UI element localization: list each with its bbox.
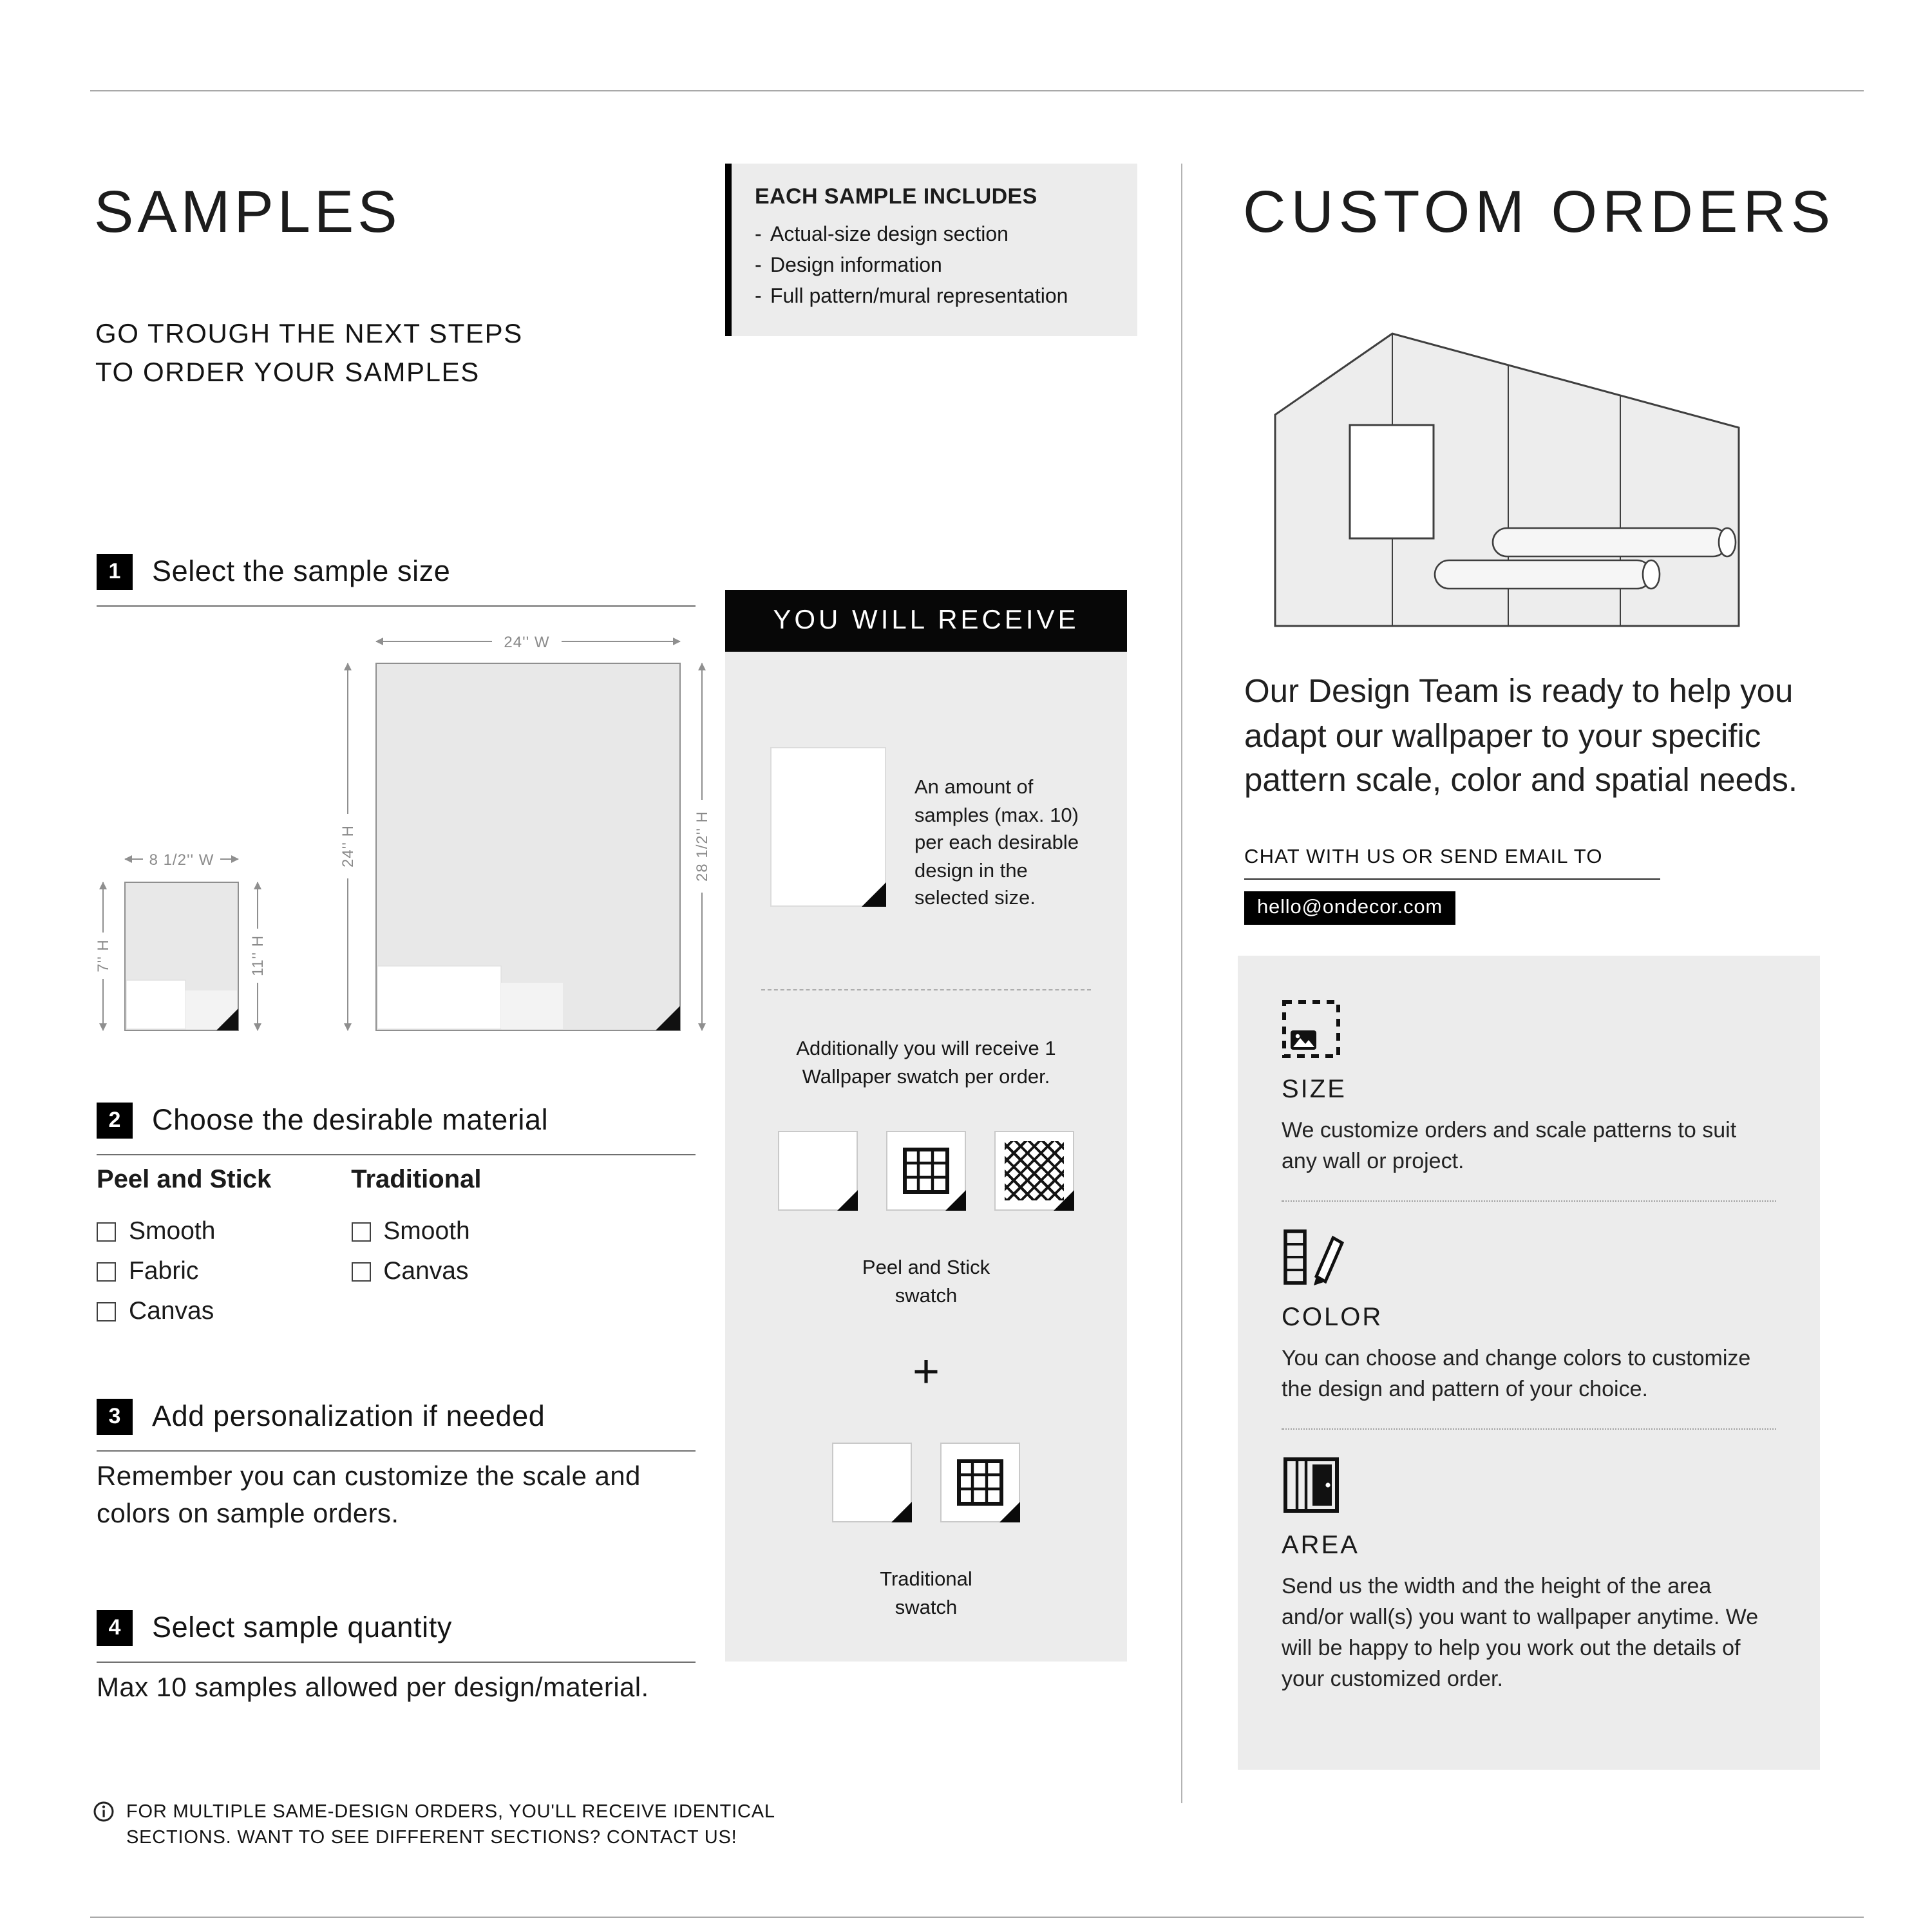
checkbox[interactable] xyxy=(97,1302,116,1321)
material-option: Smooth xyxy=(351,1212,481,1252)
step-4-label: Select sample quantity xyxy=(152,1611,452,1643)
feature-area xyxy=(1282,1455,1776,1695)
fold-corner-icon xyxy=(891,1502,912,1522)
top-divider xyxy=(90,90,1864,91)
dashed-divider xyxy=(761,989,1091,990)
personalization-note: Remember you can customize the scale and colors on sample orders. xyxy=(97,1462,641,1529)
quantity-note: Max 10 samples allowed per design/material. xyxy=(97,1673,649,1703)
step-1-badge: 1 xyxy=(97,554,133,590)
you-will-receive-header: YOU WILL RECEIVE xyxy=(725,590,1127,652)
custom-orders-title: CUSTOM ORDERS xyxy=(1243,177,1836,245)
bottom-divider xyxy=(90,1917,1864,1918)
step-3-header xyxy=(97,1399,696,1452)
material-group-traditional xyxy=(351,1166,481,1332)
samples-intro xyxy=(95,316,523,393)
samples-amount-text: An amount of samples (max. 10) per each desirable design in the selected size. xyxy=(914,777,1079,909)
checkbox[interactable] xyxy=(97,1222,116,1242)
fold-corner-icon xyxy=(862,882,886,907)
feature-text: You can choose and change colors to customize the design and pattern of your choice. xyxy=(1282,1346,1751,1401)
step-2-header xyxy=(97,1103,696,1155)
peel-swatch-label: Peel and Stick swatch xyxy=(862,1257,990,1307)
material-group-title: Peel and Stick xyxy=(97,1166,272,1194)
large-width-label: 24'' W xyxy=(504,634,550,651)
includes-title: EACH SAMPLE INCLUDES xyxy=(755,184,1037,209)
feature-text: We customize orders and scale patterns to suit any wall or project. xyxy=(1282,1118,1737,1173)
sample-size-diagram xyxy=(90,616,734,1054)
plus-sign: + xyxy=(912,1345,940,1397)
email-badge[interactable]: hello@ondecor.com xyxy=(1244,891,1455,925)
step-4-badge: 4 xyxy=(97,1610,133,1646)
feature-title: SIZE xyxy=(1282,1075,1347,1104)
step-1-label: Select the sample size xyxy=(152,555,451,587)
info-icon xyxy=(93,1801,115,1851)
step-3-badge: 3 xyxy=(97,1399,133,1435)
grid-swatch-icon xyxy=(886,1131,966,1211)
color-icon xyxy=(1282,1227,1776,1289)
column-divider xyxy=(1181,164,1182,1803)
intro-line: GO TROUGH THE NEXT STEPS xyxy=(95,319,523,349)
step-2-label: Choose the desirable material xyxy=(152,1104,549,1136)
custom-orders-intro: Our Design Team is ready to help you adapt our wallpaper to your specific pattern scale, color and spatial needs. xyxy=(1244,674,1798,799)
feature-title: COLOR xyxy=(1282,1303,1383,1332)
crosshatch-swatch-icon xyxy=(994,1131,1074,1211)
custom-features-panel xyxy=(1238,956,1820,1770)
checkbox[interactable] xyxy=(351,1262,370,1282)
includes-item: - Full pattern/mural representation xyxy=(755,286,1068,308)
material-group-title: Traditional xyxy=(351,1166,482,1194)
checkbox[interactable] xyxy=(97,1262,116,1282)
each-sample-includes-box xyxy=(725,164,1137,336)
step-1-header xyxy=(97,554,696,607)
checkbox[interactable] xyxy=(351,1222,370,1242)
wallpaper-wall-illustration xyxy=(1270,325,1747,634)
material-option: Fabric xyxy=(97,1252,271,1292)
size-icon xyxy=(1282,999,1776,1061)
peel-and-stick-swatches xyxy=(725,1131,1127,1211)
includes-item: - Design information xyxy=(755,255,942,277)
plain-swatch-icon xyxy=(778,1131,858,1211)
feature-size xyxy=(1282,999,1776,1177)
wall-frame xyxy=(1350,425,1434,538)
footnote xyxy=(93,1799,777,1851)
you-will-receive-panel xyxy=(725,652,1127,1662)
small-width-label: 8 1/2'' W xyxy=(149,851,214,869)
step-3-label: Add personalization if needed xyxy=(152,1400,545,1432)
material-group-peel-and-stick xyxy=(97,1166,271,1332)
material-options xyxy=(97,1166,482,1332)
wallpaper-roll xyxy=(1493,528,1727,556)
step-2-badge: 2 xyxy=(97,1103,133,1139)
dotted-divider xyxy=(1282,1428,1776,1430)
grid-swatch-icon xyxy=(940,1443,1020,1522)
fold-corner-icon xyxy=(837,1190,858,1211)
large-height-right-label: 28 1/2'' H xyxy=(694,811,711,882)
feature-color xyxy=(1282,1227,1776,1405)
area-icon xyxy=(1282,1455,1776,1517)
wallpaper-roll xyxy=(1435,560,1651,589)
footnote-text: FOR MULTIPLE SAME-DESIGN ORDERS, YOU'LL RECEIVE IDENTICAL SECTIONS. WANT TO SEE DIFFERENT SECTIONS? CONTACT US! xyxy=(126,1802,775,1848)
step-4-header xyxy=(97,1610,696,1663)
additional-swatch-text: Additionally you will receive 1 Wallpaper swatch per order. xyxy=(796,1038,1056,1088)
small-height-right-label: 11'' H xyxy=(249,934,267,977)
feature-title: AREA xyxy=(1282,1531,1359,1560)
material-option: Canvas xyxy=(351,1252,481,1292)
traditional-swatch-label: Traditional swatch xyxy=(880,1569,972,1619)
feature-text: Send us the width and the height of the area and/or wall(s) you want to wallpaper anytime. We will be happy to help you work out the details of your customized order. xyxy=(1282,1574,1759,1691)
samples-title: SAMPLES xyxy=(94,177,401,245)
contact-label: CHAT WITH US OR SEND EMAIL TO xyxy=(1244,846,1661,880)
traditional-swatches xyxy=(725,1443,1127,1522)
material-option: Smooth xyxy=(97,1212,271,1252)
material-option: Canvas xyxy=(97,1292,271,1332)
large-height-left-label: 24'' H xyxy=(339,825,357,867)
dotted-divider xyxy=(1282,1200,1776,1202)
plain-swatch-icon xyxy=(832,1443,912,1522)
sample-sheet-icon xyxy=(770,747,886,907)
includes-item: - Actual-size design section xyxy=(755,224,1009,246)
intro-line: TO ORDER YOUR SAMPLES xyxy=(95,358,480,388)
small-height-left-label: 7'' H xyxy=(95,939,112,972)
crosshatch-pattern xyxy=(1005,1141,1064,1200)
